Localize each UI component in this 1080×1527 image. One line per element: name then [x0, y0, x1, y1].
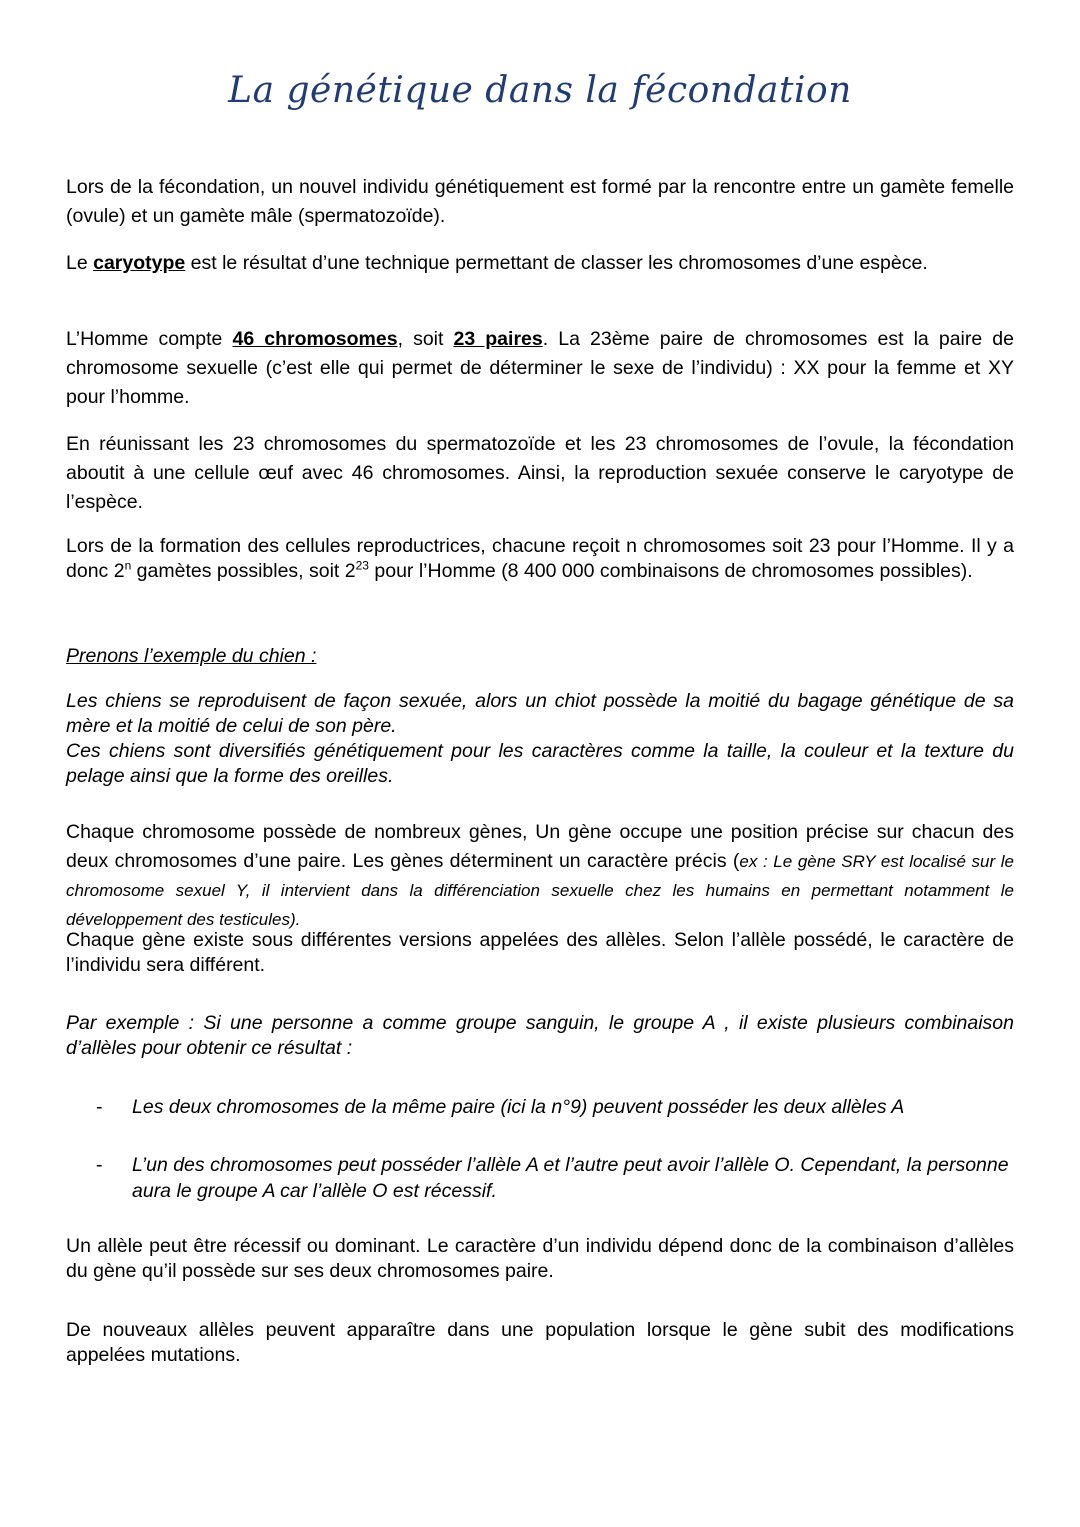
- list-item: [96, 1094, 1016, 1120]
- term-caryotype: caryotype: [93, 252, 186, 274]
- text: Chaque chromosome possède de nombreux gènes, Un gène occupe une position précise sur chacun des deux chromosomes d’une paire. Les gènes déterminent un caractère précis (: [66, 821, 1014, 872]
- paragraph-fecondation: Lors de la fécondation, un nouvel individu génétiquement est formé par la rencontre entre un gamète femelle (ovule) et un gamète mâle (spermatozoïde).: [66, 176, 1014, 227]
- text: pour l’Homme (8 400 000 combinaisons de chromosomes possibles).: [368, 560, 973, 582]
- paragraph-mutations: De nouveaux allèles peuvent apparaître dans une population lorsque le gène subit des modifications appelées mutations.: [66, 1319, 1014, 1366]
- text: Lors de la formation des cellules reproductrices, chacune reçoit n chromosomes soit 23 pour l’Homme. Il y a donc 2: [66, 535, 1014, 582]
- list-item-text: L’un des chromosomes peut posséder l’allèle A et l’autre peut avoir l’allèle O. Cependant, la personne aura le groupe A car l’allèle O est récessif.: [132, 1154, 1009, 1202]
- gene-example: ex : Le gène SRY est localisé sur le chromosome sexuel Y, il intervient dans la différenciation sexuelle chez les humains en permettant notamment le développement des testicules).: [66, 852, 1014, 929]
- exponent-23: 23: [355, 558, 369, 573]
- text: L’Homme compte: [66, 328, 233, 350]
- paragraph-alleles: Chaque gène existe sous différentes versions appelées des allèles. Selon l’allèle possédé, le caractère de l’individu sera différent.: [66, 929, 1014, 976]
- bullet-dash: -: [96, 1154, 103, 1176]
- text: est le résultat d’une technique permettant de classer les chromosomes d’une espèce.: [185, 252, 928, 274]
- page-title: La génétique dans la fécondation: [228, 70, 852, 111]
- list-item: [96, 1152, 1016, 1204]
- paragraph-dog-reproduction: Les chiens se reproduisent de façon sexuée, alors un chiot possède la moitié du bagage génétique de sa mère et la moitié de celui de son père.: [66, 690, 1014, 737]
- list-item-text: Les deux chromosomes de la même paire (ici la n°9) peuvent posséder les deux allèles A: [132, 1096, 905, 1118]
- term-46-chromosomes: 46 chromosomes: [232, 328, 398, 350]
- example-heading: Prenons l’exemple du chien :: [66, 645, 317, 667]
- text: , soit: [397, 328, 454, 350]
- paragraph-dog-diversity: Ces chiens sont diversifiés génétiquement pour les caractères comme la taille, la couleur et la texture du pelage ainsi que la forme des oreilles.: [66, 740, 1014, 787]
- text: Le: [66, 252, 94, 274]
- text: gamètes possibles, soit 2: [131, 560, 356, 582]
- text: . La 23ème paire de chromosomes est la paire de chromosome sexuelle (c’est elle qui permet de déterminer le sexe de l’individu) : XX pour la femme et XY pour l’homme.: [66, 328, 1014, 408]
- term-23-paires: 23 paires: [453, 328, 543, 350]
- paragraph-gametes: [66, 534, 1014, 584]
- paragraph-genes: [66, 818, 1014, 934]
- exponent-n: n: [124, 558, 132, 573]
- paragraph-reunion: En réunissant les 23 chromosomes du spermatozoïde et les 23 chromosomes de l’ovule, la fécondation aboutit à une cellule œuf avec 46 chromosomes. Ainsi, la reproduction sexuée conserve le caryotype de l’espèce.: [66, 433, 1014, 513]
- paragraph-dominance: Un allèle peut être récessif ou dominant. Le caractère d’un individu dépend donc de la combinaison d’allèles du gène qu’il possède sur ses deux chromosomes paire.: [66, 1235, 1014, 1282]
- paragraph-caryotype: [66, 249, 1014, 278]
- bullet-dash: -: [96, 1096, 103, 1118]
- paragraph-blood-group: Par exemple : Si une personne a comme groupe sanguin, le groupe A , il existe plusieurs combinaison d’allèles pour obtenir ce résultat :: [66, 1012, 1014, 1059]
- paragraph-chromosomes: [66, 325, 1014, 412]
